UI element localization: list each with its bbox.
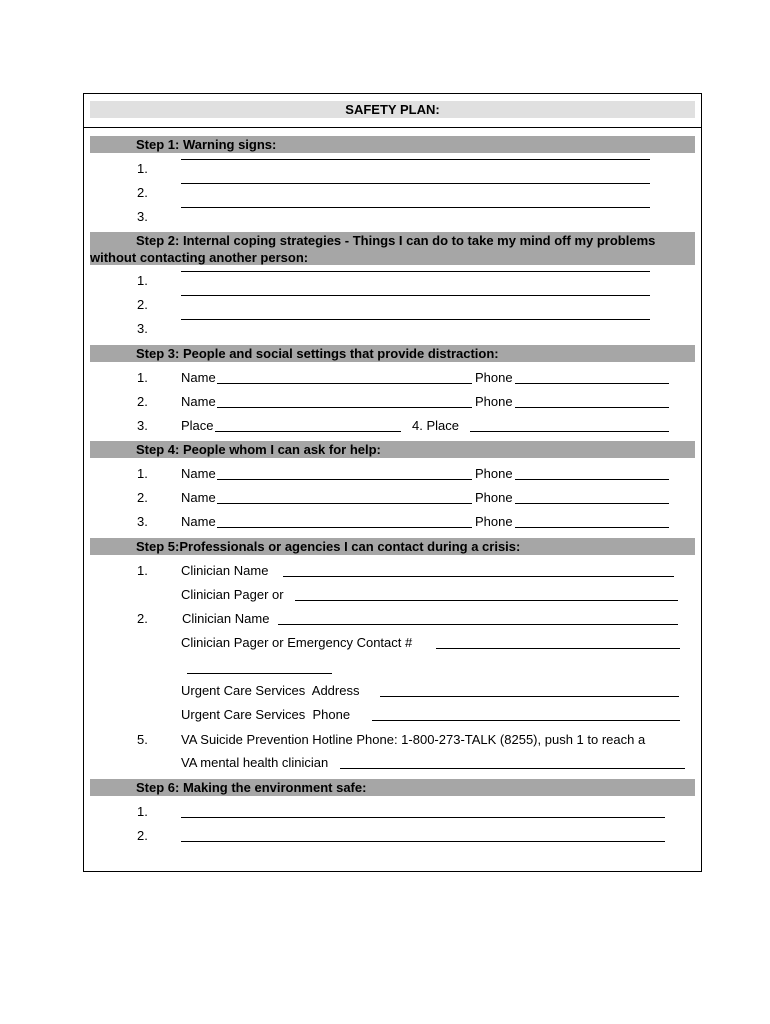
name-label: Name [181,370,216,385]
phone-label: Phone [475,394,513,409]
clinician-name-field-1[interactable] [283,576,674,577]
step3-item-number: 3. [137,418,148,433]
clinician-pager-field-1[interactable] [295,600,678,601]
page-title: SAFETY PLAN: [90,101,695,118]
step3-phone-field-1[interactable] [515,383,669,384]
step3-item-number: 1. [137,370,148,385]
step2-item-number: 3. [137,321,148,336]
va-hotline-text: VA Suicide Prevention Hotline Phone: 1-800-273-TALK (8255), push 1 to reach a [181,732,646,747]
step4-phone-field-2[interactable] [515,503,669,504]
safety-plan-frame [83,93,702,872]
step5-item-number: 1. [137,563,148,578]
step1-item-number: 3. [137,209,148,224]
step2-item-number: 2. [137,297,148,312]
phone-label: Phone [475,514,513,529]
step1-answer-line-3[interactable] [181,207,650,208]
step4-name-field-3[interactable] [217,527,472,528]
step4-phone-field-1[interactable] [515,479,669,480]
step6-answer-line-1[interactable] [181,817,665,818]
step4-item-number: 1. [137,466,148,481]
step4-item-number: 3. [137,514,148,529]
step2-answer-line-3[interactable] [181,319,650,320]
phone-label: Phone [475,466,513,481]
step6-item-number: 2. [137,828,148,843]
step6-heading: Step 6: Making the environment safe: [90,779,695,796]
step4-phone-field-3[interactable] [515,527,669,528]
step3-heading: Step 3: People and social settings that provide distraction: [90,345,695,362]
urgent-care-phone-label: Urgent Care Services Phone [181,707,351,722]
step2-heading: Step 2: Internal coping strategies - Things I can do to take my mind off my problems without contacting another person: [90,232,695,265]
clinician-name-label: Clinician Name [181,563,269,578]
place-label: Place [181,418,214,433]
name-label: Name [181,394,216,409]
step2-answer-line-2[interactable] [181,295,650,296]
urgent-care-address-label: Urgent Care Services Address [181,683,360,698]
urgent-care-address-field[interactable] [380,696,679,697]
urgent-care-phone-field[interactable] [372,720,680,721]
step5-item-number: 5. [137,732,148,747]
step6-item-number: 1. [137,804,148,819]
step1-answer-line-2[interactable] [181,183,650,184]
step5-heading: Step 5:Professionals or agencies I can contact during a crisis: [90,538,695,555]
step3-phone-field-2[interactable] [515,407,669,408]
clinician-pager-emergency-label: Clinician Pager or Emergency Contact # [181,635,413,650]
step4-item-number: 2. [137,490,148,505]
clinician-pager-label: Clinician Pager or [181,587,284,602]
name-label: Name [181,514,216,529]
step3-place-field-4[interactable] [470,431,669,432]
clinician-name-field-2[interactable] [278,624,678,625]
step4-heading: Step 4: People whom I can ask for help: [90,441,695,458]
phone-label: Phone [475,490,513,505]
step2-answer-line-1[interactable] [181,271,650,272]
emergency-contact-field-continued[interactable] [187,673,332,674]
step1-item-number: 2. [137,185,148,200]
title-divider [83,127,702,128]
va-clinician-field[interactable] [340,768,685,769]
step2-item-number: 1. [137,273,148,288]
step3-place-field-3[interactable] [215,431,401,432]
emergency-contact-field[interactable] [436,648,680,649]
step4-name-field-2[interactable] [217,503,472,504]
phone-label: Phone [475,370,513,385]
step3-item-number: 2. [137,394,148,409]
step1-item-number: 1. [137,161,148,176]
name-label: Name [181,490,216,505]
name-label: Name [181,466,216,481]
step1-answer-line-1[interactable] [181,159,650,160]
step6-answer-line-2[interactable] [181,841,665,842]
step3-name-field-1[interactable] [217,383,472,384]
place4-label: 4. Place [412,418,459,433]
va-clinician-label: VA mental health clinician [181,755,329,770]
step5-item-number: 2. [137,611,148,626]
step4-name-field-1[interactable] [217,479,472,480]
clinician-name-label: Clinician Name [182,611,270,626]
step1-heading: Step 1: Warning signs: [90,136,695,153]
step3-name-field-2[interactable] [217,407,472,408]
